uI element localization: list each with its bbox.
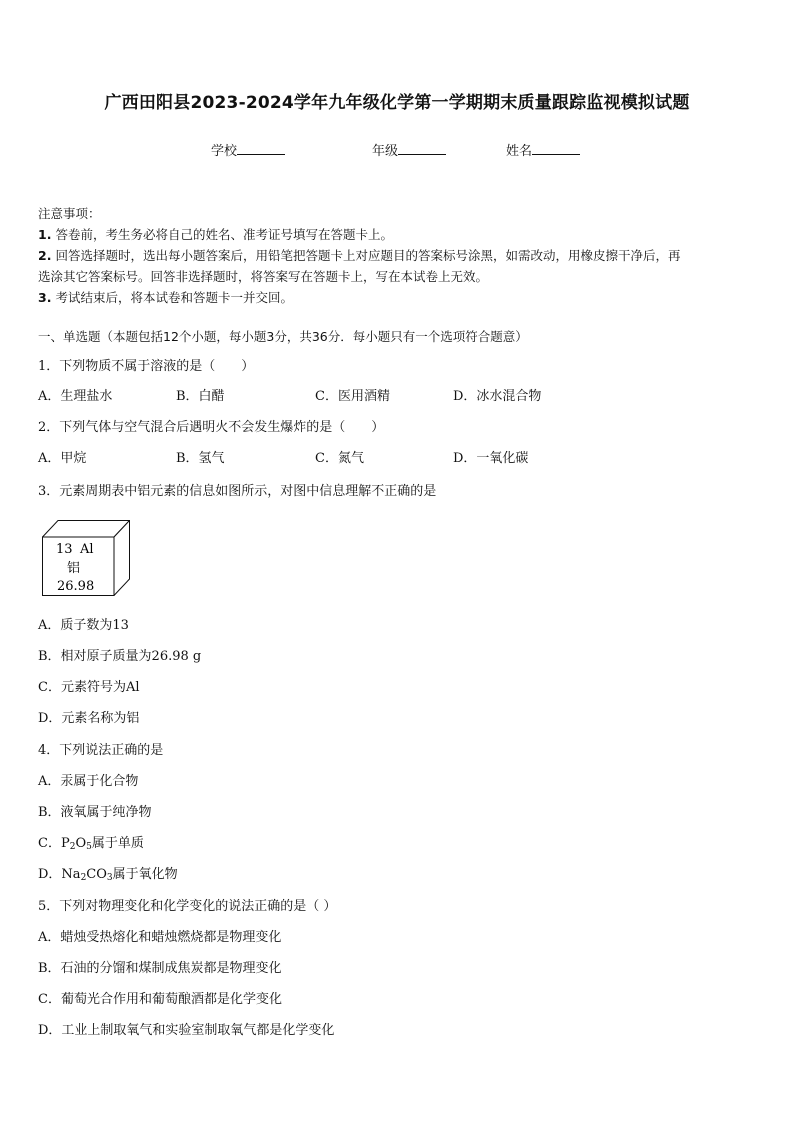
note-item-1: 1. 答卷前，考生务必将自己的姓名、准考证号填写在答题卡上。: [38, 227, 393, 242]
question-1-option-d: D．冰水混合物: [453, 389, 542, 404]
exam-notes: [38, 203, 760, 308]
question-4-option-d: D．$Na_2CO_3$属于氧化物: [38, 867, 178, 883]
question-2-option-a: A．甲烷: [38, 451, 87, 466]
section-heading: 一、单选题（本题包括12个小题，每小题3分，共36分．每小题只有一个选项符合题意）: [38, 329, 528, 344]
exam-title: 广西田阳县2023-2024学年九年级化学第一学期期末质量跟踪监视模拟试题: [104, 93, 690, 113]
question-1-option-b: B．白醋: [176, 389, 225, 404]
grade-blank: [398, 142, 446, 155]
atomic-mass: 26.98: [57, 579, 95, 594]
note-item-2: 2. 回答选择题时，选出每小题答案后，用铅笔把答题卡上对应题目的答案标号涂黑，如需改动，用橡皮擦干净后，再: [38, 248, 681, 263]
name-field: [506, 140, 580, 159]
question-3-option-d: D．元素名称为铝: [38, 711, 140, 726]
question-5-option-a: A．蜡烛受热熔化和蜡烛燃烧都是物理变化: [38, 930, 282, 945]
notes-heading: 注意事项：: [38, 206, 101, 221]
name-label: 姓名: [506, 144, 533, 159]
question-3-stem: 3．元素周期表中铝元素的信息如图所示，对图中信息理解不正确的是: [38, 484, 437, 499]
aluminum-element-cell: [42, 520, 130, 596]
question-3-option-b: B．相对原子质量为26.98 g: [38, 649, 202, 664]
question-2-stem: 2．下列气体与空气混合后遇明火不会发生爆炸的是（ ）: [38, 420, 385, 435]
question-5-option-d: D．工业上制取氧气和实验室制取氧气都是化学变化: [38, 1023, 335, 1038]
question-2-option-c: C．氮气: [315, 451, 364, 466]
grade-label: 年级: [372, 144, 399, 159]
question-5-option-c: C．葡萄光合作用和葡萄酿酒都是化学变化: [38, 992, 282, 1007]
school-field: [211, 140, 285, 159]
note-item-2-cont: 选涂其它答案标号。回答非选择题时，将答案写在答题卡上，写在本试卷上无效。: [38, 269, 489, 284]
question-3-option-a: A．质子数为13: [38, 618, 129, 633]
question-4-option-c: C．$P_2O_5$属于单质: [38, 836, 144, 852]
question-2-option-b: B．氢气: [176, 451, 225, 466]
grade-field: [372, 140, 446, 159]
question-1-option-a: A．生理盐水: [38, 389, 113, 404]
school-label: 学校: [211, 144, 238, 159]
question-1-option-c: C．医用酒精: [315, 389, 390, 404]
atomic-number: 13: [56, 542, 73, 557]
question-2-option-d: D．一氧化碳: [453, 451, 529, 466]
question-5-stem: 5．下列对物理变化和化学变化的说法正确的是（ ）: [38, 899, 337, 914]
question-4-option-b: B．液氧属于纯净物: [38, 805, 152, 820]
question-5-option-b: B．石油的分馏和煤制成焦炭都是物理变化: [38, 961, 282, 976]
question-1-stem: 1．下列物质不属于溶液的是（ ）: [38, 359, 255, 374]
question-4-stem: 4．下列说法正确的是: [38, 743, 164, 758]
name-blank: [532, 142, 580, 155]
question-3-option-c: C．元素符号为Al: [38, 680, 140, 695]
school-blank: [237, 142, 285, 155]
note-item-3: 3. 考试结束后，将本试卷和答题卡一并交回。: [38, 290, 293, 305]
element-symbol: Al: [80, 542, 94, 557]
element-name: 铝: [67, 561, 81, 576]
question-4-option-a: A．汞属于化合物: [38, 774, 139, 789]
